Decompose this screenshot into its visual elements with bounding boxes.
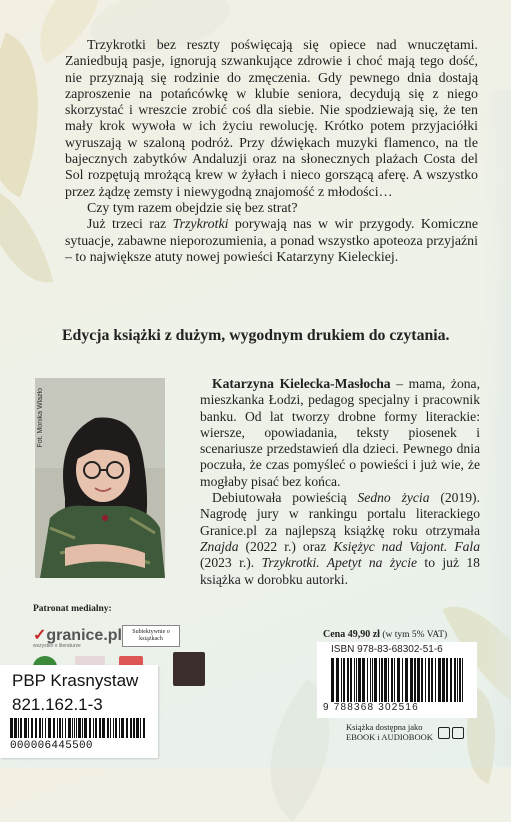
media-patronage-label: Patronat medialny: (33, 604, 112, 614)
barcode-bar (417, 658, 420, 702)
barcode-bar (410, 658, 413, 702)
library-label (0, 665, 158, 758)
barcode-bar (76, 718, 77, 738)
price (323, 629, 447, 640)
barcode-bar (435, 658, 436, 702)
library-barcode (10, 718, 150, 738)
barcode-bar (136, 718, 139, 738)
barcode-bar (358, 658, 361, 702)
barcode-bar (84, 718, 87, 738)
author-bio (200, 376, 480, 588)
author-name: Katarzyna Kielecka-Masłocha (212, 376, 391, 391)
barcode-bar (89, 718, 91, 738)
barcode-bar (24, 718, 27, 738)
book-title: Trzykrotki. Apetyt na życie (261, 555, 418, 571)
format-icons (438, 726, 466, 744)
barcode-bar (121, 718, 124, 738)
blurb-text: Już trzeci raz (87, 217, 173, 233)
bio-text: (2019). Nagrodę jury w rankingu portalu literackiego Granice.pl za najlepszą książkę roku otrzymała (200, 490, 480, 538)
ean-barcode (331, 658, 465, 702)
page-edge-shading (483, 90, 511, 766)
barcode-bar (31, 718, 33, 738)
bio-text: (2022 r.) oraz (238, 538, 334, 554)
barcode-bar (354, 658, 355, 702)
barcode-bar (42, 718, 43, 738)
barcode-bar (95, 718, 97, 738)
barcode-bar (68, 718, 71, 738)
book-blurb (65, 38, 478, 266)
barcode-bar (62, 718, 63, 738)
barcode-bar (450, 658, 452, 702)
barcode-bar (143, 718, 145, 738)
book-title: Księżyc nad Vajont. Fala (333, 538, 480, 554)
barcode-bar (341, 658, 342, 702)
barcode-bar (35, 718, 37, 738)
barcode-bar (384, 658, 387, 702)
barcode-bar (462, 658, 463, 702)
barcode-bar (93, 718, 94, 738)
ean-digits: 9 788368 302516 (323, 702, 419, 713)
ebook-icon (438, 727, 450, 739)
bio-text: – mama, żona, mieszkanka Łodzi, pedagog specjalny i pracownik banku. Od lat tworzy drobne formy literackie: wiersze, opowiadania, teksty piosenek i scenariusze przedstawień dla dzieci. Pewnego dnia poczuła, że czas pomyśleć o powieści i już wie, że mogłaby pisać bez końca. (200, 376, 480, 489)
barcode-bar (119, 718, 120, 738)
barcode-bar (336, 658, 339, 702)
barcode-bar (402, 658, 403, 702)
barcode-bar (74, 718, 75, 738)
barcode-bar (48, 718, 51, 738)
barcode-bar (20, 718, 22, 738)
barcode-bar (113, 718, 114, 738)
barcode-bar (140, 718, 141, 738)
barcode-bar (414, 658, 416, 702)
book-title: Sedno życia (357, 490, 430, 506)
barcode-bar (374, 658, 377, 702)
decorative-leaf (0, 175, 53, 294)
barcode-bar (102, 718, 105, 738)
barcode-bar (454, 658, 456, 702)
barcode-bar (370, 658, 371, 702)
barcode-bar (405, 658, 408, 702)
barcode-bar (394, 658, 395, 702)
barcode-bar (126, 718, 128, 738)
barcode-bar (331, 658, 334, 702)
library-signature: 821.162.1-3 (12, 695, 103, 714)
barcode-bar (372, 658, 373, 702)
barcode-bar (347, 658, 349, 702)
barcode-bar (397, 658, 400, 702)
photo-credit: Fot. Monika Wlazło (37, 388, 44, 448)
barcode-bar (78, 718, 81, 738)
granice-logo: ✓granice.pl wszystko o literaturze (33, 627, 122, 649)
availability-line-2: EBOOK i AUDIOBOOK (346, 732, 433, 742)
library-barcode-number: 000006445500 (10, 740, 93, 752)
barcode-bar (65, 718, 66, 738)
barcode-bar (130, 718, 132, 738)
barcode-bar (72, 718, 73, 738)
blurb-paragraph: Trzykrotki bez reszty poświęcają się opiece nad wnuczętami. Zaniedbują pasje, ignorują szwankujące zdrowie i choć mają tego dość, nie przyznają się rodzinie do zmęczenia. Gdy pewnego dnia dostają zaproszenie na potańcówkę w klubie seniora, decydują się z niego skorzystać i wreszcie zrobić coś dla siebie. Nie spodziewają się, że ten mały krok wywoła w ich życiu rewolucję. Krótko potem przyjaciółki wyruszają w szaloną podróż. Przy dźwiękach muzyki flamenco, na tle bajecznych zabytków Andaluzji oraz na słonecznych plażach Costa del Sol rozpętują mrożącą krew w żyłach i nieco gorszącą aferę. A wszystko przez żądzę zemsty i niewygodną znajomość z młodości… (65, 38, 478, 200)
bio-paragraph (200, 490, 480, 588)
barcode-bar (362, 658, 365, 702)
barcode-bar (446, 658, 448, 702)
barcode-bar (367, 658, 368, 702)
library-name: PBP Krasnystaw (12, 671, 139, 690)
granice-logo-subtitle: wszystko o literaturze (33, 643, 81, 649)
barcode-bar (438, 658, 441, 702)
barcode-bar (82, 718, 83, 738)
barcode-bar (53, 718, 55, 738)
barcode-bar (343, 658, 345, 702)
barcode-bar (379, 658, 380, 702)
author-photo (35, 378, 165, 578)
barcode-bar (388, 658, 389, 702)
barcode-bar (110, 718, 111, 738)
barcode-bar (356, 658, 357, 702)
barcode-bar (459, 658, 461, 702)
large-print-headline: Edycja książki z dużym, wygodnym drukiem do czytania. (62, 327, 450, 344)
barcode-bar (350, 658, 352, 702)
granice-logo-text: granice.pl (46, 627, 122, 644)
barcode-bar (115, 718, 117, 738)
bio-paragraph (200, 376, 480, 490)
barcode-bar (99, 718, 101, 738)
bio-text: (2023 r.). (200, 555, 262, 571)
barcode-bar (57, 718, 58, 738)
barcode-bar (107, 718, 109, 738)
barcode-bar (425, 658, 426, 702)
bio-text: Debiutowała powieścią (212, 490, 358, 506)
barcode-bar (421, 658, 423, 702)
barcode-bar (428, 658, 430, 702)
book-title: Znajda (200, 538, 239, 554)
barcode-bar (391, 658, 393, 702)
barcode-bar (381, 658, 383, 702)
barcode-bar (457, 658, 458, 702)
barcode-bar (18, 718, 19, 738)
bio-text: to już 18 książka w dorobku autorki. (200, 555, 480, 587)
price-value: Cena 49,90 zł (323, 629, 380, 640)
availability-note (346, 722, 433, 742)
barcode-bar (442, 658, 445, 702)
barcode-bar (45, 718, 46, 738)
blurb-title-italic: Trzykrotki (172, 217, 229, 233)
subiektywnie-logo: Subiektywnie o książkach (122, 625, 180, 647)
isbn-block (317, 642, 477, 718)
audiobook-icon (452, 727, 464, 739)
price-vat: (w tym 5% VAT) (379, 630, 448, 640)
barcode-bar (39, 718, 41, 738)
barcode-bar (431, 658, 433, 702)
barcode-bar (59, 718, 61, 738)
barcode-bar (14, 718, 17, 738)
blurb-text: porywają nas w wir przygody. Komiczne sytuacje, zabawne nieporozumienia, a ponad wszystko apoteoza przyjaźni – to największe atuty nowej powieści Katarzyny Kieleckiej. (65, 217, 479, 265)
blurb-question: Czy tym razem obejdzie się bez strat? (87, 200, 298, 216)
isbn-text: ISBN 978-83-68302-51-6 (331, 644, 443, 655)
blurb-paragraph-3 (65, 217, 478, 266)
partner-logo-portrait (173, 652, 205, 686)
barcode-bar (28, 718, 29, 738)
decorative-leaf (0, 33, 72, 198)
barcode-bar (133, 718, 135, 738)
barcode-bar (10, 718, 13, 738)
availability-line-1: Książka dostępna jako (346, 722, 423, 732)
